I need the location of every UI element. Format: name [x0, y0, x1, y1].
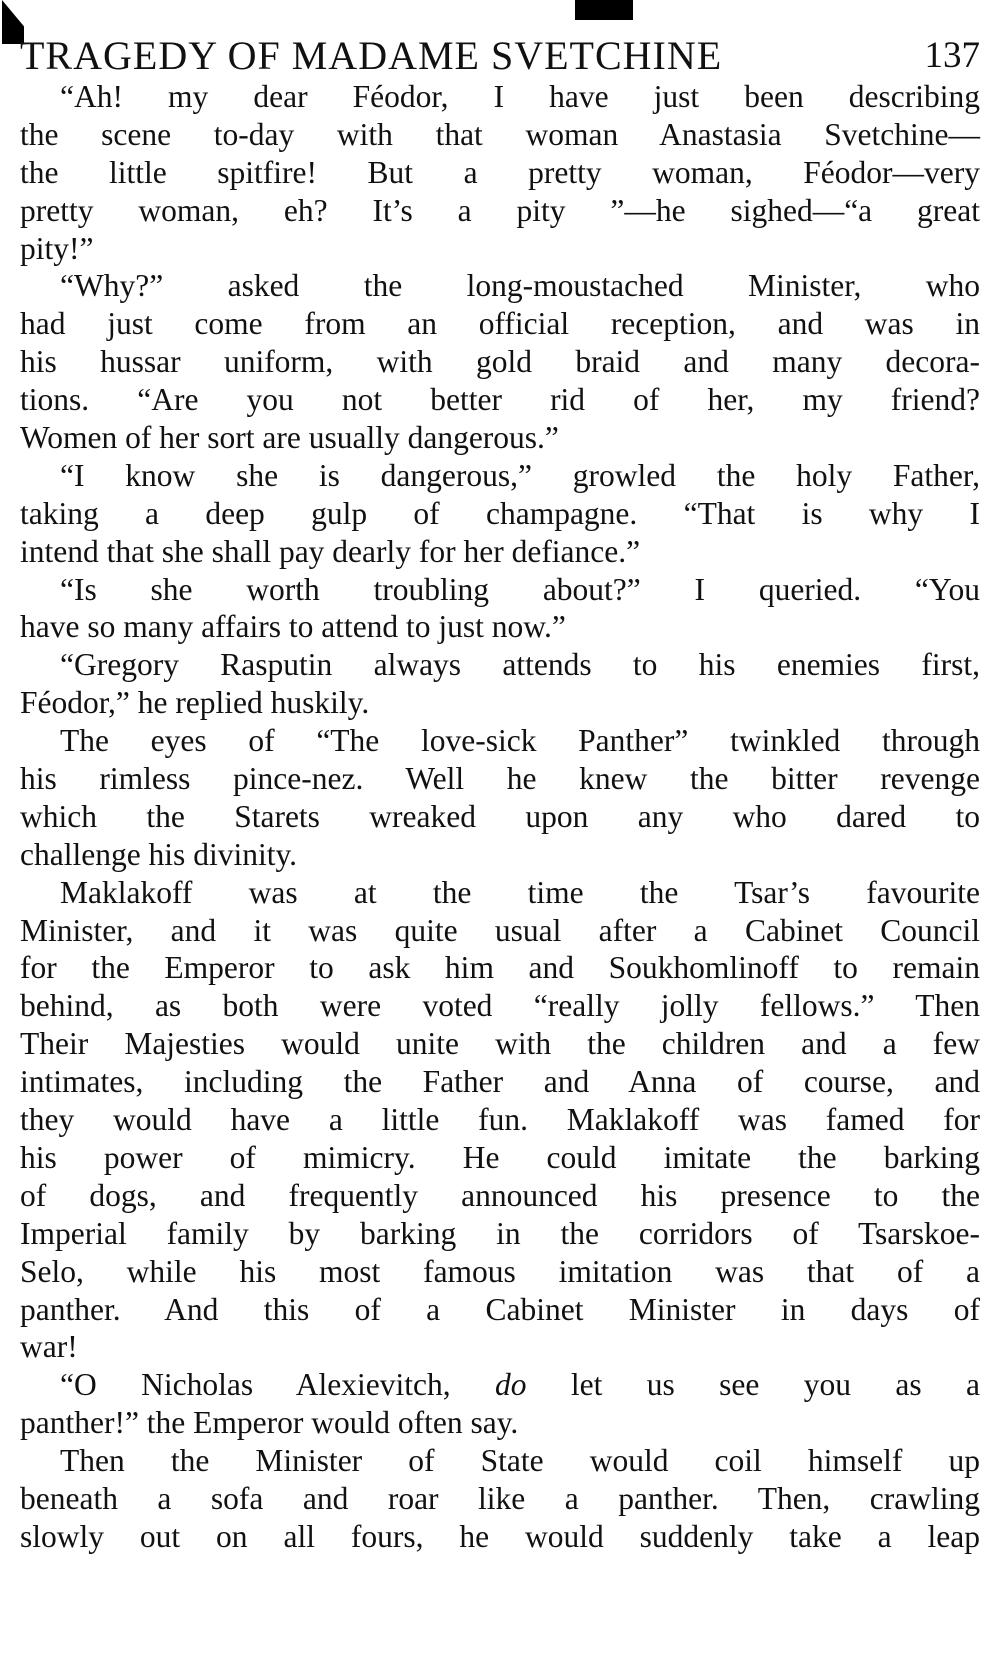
text-line: they would have a little fun. Maklakoff was famed for — [20, 1102, 980, 1138]
text-line: “Why?” asked the long-moustached Minister, who — [60, 268, 980, 304]
text-line: challenge his divinity. — [20, 836, 298, 872]
text-line: pity!” — [20, 230, 94, 266]
text-line: Their Majesties would unite with the children and a few — [20, 1026, 980, 1062]
text-line: taking a deep gulp of champagne. “That is why I — [20, 495, 980, 531]
text-line: “Gregory Rasputin always attends to his enemies first, — [60, 647, 980, 683]
text-line: which the Starets wreaked upon any who dared to — [20, 798, 980, 834]
text-line: Maklakoff was at the time the Tsar’s favourite — [60, 874, 980, 910]
text-line: The eyes of “The love-sick Panther” twinkled through — [60, 723, 980, 759]
text-line: “Is she worth troubling about?” I queried. “You — [60, 571, 980, 607]
text-line: Then the Minister of State would coil himself up — [60, 1443, 980, 1479]
italic-word: do — [494, 1367, 527, 1403]
text-line: his rimless pince-nez. Well he knew the bitter revenge — [20, 761, 980, 797]
text-line: his power of mimicry. He could imitate the barking — [20, 1139, 980, 1175]
text-line: Imperial family by barking in the corridors of Tsarskoe- — [20, 1215, 980, 1251]
text-line: Féodor,” he replied huskily. — [20, 685, 370, 721]
text-line: “Ah! my dear Féodor, I have just been describing — [60, 79, 980, 114]
text-line: “I know she is dangerous,” growled the holy Father, — [60, 457, 980, 493]
text-line: war! — [20, 1329, 78, 1365]
book-page — [20, 0, 980, 1676]
body-text — [20, 78, 980, 1556]
text-line: Women of her sort are usually dangerous.” — [20, 420, 559, 456]
text-line: beneath a sofa and roar like a panther. Then, crawling — [20, 1480, 980, 1516]
text-line: the scene to-day with that woman Anastasia Svetchine— — [20, 116, 980, 152]
text-line: intimates, including the Father and Anna of course, and — [20, 1064, 980, 1100]
text-line: had just come from an official reception, and was in — [20, 306, 980, 342]
text-line: his hussar uniform, with gold braid and many decora- — [20, 344, 980, 380]
text-line: pretty woman, eh? It’s a pity ”—he sighed—“a great — [20, 192, 980, 228]
text-line: the little spitfire! But a pretty woman, Féodor—very — [20, 154, 980, 190]
text-line: intend that she shall pay dearly for her defiance.” — [20, 533, 641, 569]
text-line: behind, as both were voted “really jolly fellows.” Then — [20, 988, 980, 1024]
text-line: Selo, while his most famous imitation was that of a — [20, 1253, 980, 1289]
running-head — [20, 0, 980, 78]
running-title: TRAGEDY OF MADAME SVETCHINE — [20, 33, 723, 78]
text-line: of dogs, and frequently announced his presence to the — [20, 1177, 980, 1213]
text-line: have so many affairs to attend to just now.” — [20, 609, 566, 645]
text-line: “O Nicholas Alexievitch, do let us see you as a — [60, 1367, 980, 1403]
text-line: for the Emperor to ask him and Soukhomlinoff to remain — [20, 950, 980, 986]
text-line: panther. And this of a Cabinet Minister in days of — [20, 1291, 980, 1327]
text-line: panther!” the Emperor would often say. — [20, 1405, 519, 1441]
text-line: Minister, and it was quite usual after a Cabinet Council — [20, 912, 980, 948]
text-line: tions. “Are you not better rid of her, my friend? — [20, 382, 980, 418]
text-line: slowly out on all fours, he would suddenly take a leap — [20, 1518, 980, 1554]
page-number: 137 — [924, 35, 980, 76]
